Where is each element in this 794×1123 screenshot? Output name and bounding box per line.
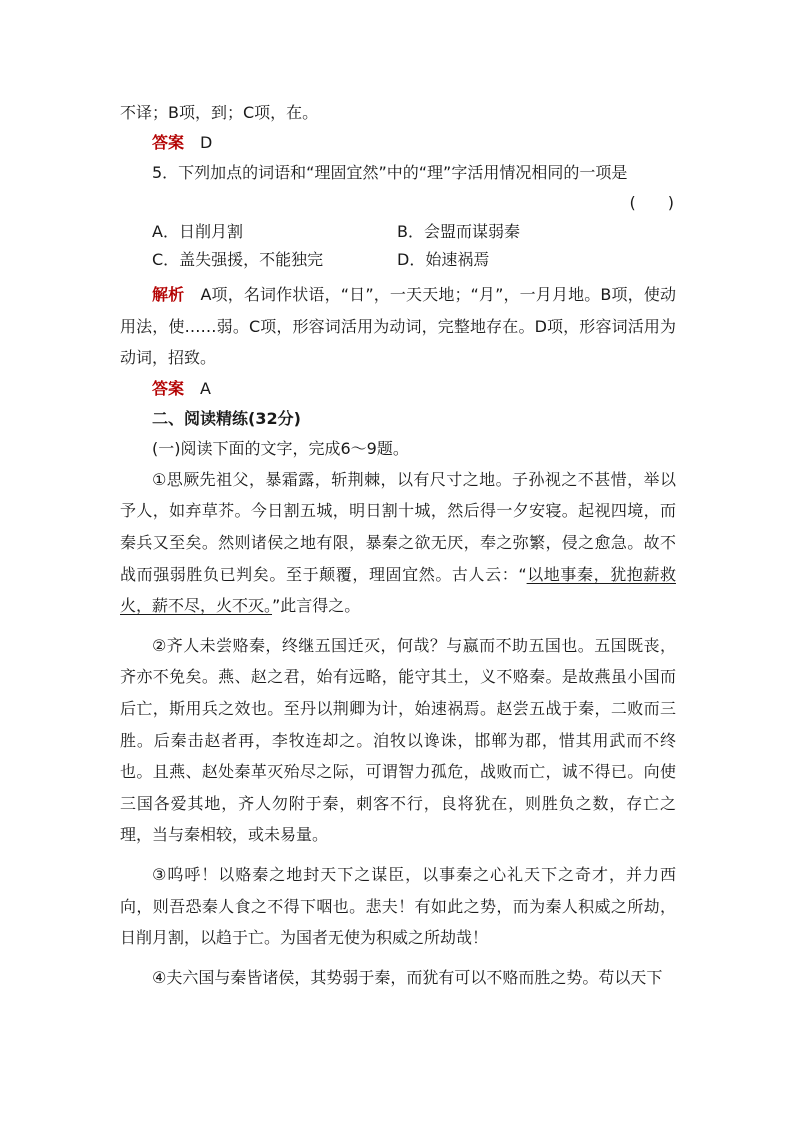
option-d: D．始速祸焉	[397, 250, 490, 269]
continued-text: 不译；B项，到；C项，在。	[120, 103, 319, 122]
question-5-stem: 5．下列加点的词语和“理固宜然”中的“理”字活用情况相同的一项是	[152, 163, 628, 182]
answer-line-2	[120, 374, 676, 404]
passage-paragraph-3: ③呜呼！以赂秦之地封天下之谋臣，以事秦之心礼天下之奇才，并力西向，则吾恐秦人食之不得下咽也。悲夫！有如此之势，而为秦人积威之所劫，日削月割，以趋于亡。为国者无使为积威之所劫哉！	[120, 864, 676, 948]
option-c: C．盖失强援，不能独完	[152, 250, 324, 269]
answer-line-1	[120, 128, 676, 158]
p1-before: ①思厥先祖父，暴霜露，斩荆棘，以有尺寸之地。子孙视之不甚惜，举以予人，如弃草芥。今日割五城，明日割十城，然后得一夕安寝。起视四境，而秦兵又至矣。然则诸侯之地有限，暴秦之欲无厌，奉之弥繁，侵之愈急。故不战而强弱胜负已判矣。至于颠覆，理固宜然。古人云：“	[120, 469, 676, 584]
options-row-2	[120, 246, 676, 274]
option-a: A．日削月割	[152, 222, 243, 241]
analysis-label: 解析	[152, 285, 185, 304]
analysis	[120, 279, 676, 374]
analysis-text: A项，名词作状语，“日”，一天天地；“月”，一月月地。B项，使动用法，使……弱。C项，形容词活用为动词，完整地存在。D项，形容词活用为动词，招致。	[120, 285, 676, 368]
option-b: B．会盟而谋弱秦	[397, 222, 520, 241]
sub-heading: (一)阅读下面的文字，完成6～9题。	[152, 438, 409, 458]
options-row-1	[120, 218, 676, 246]
p1-after: ”此言得之。	[272, 596, 361, 616]
answer-label: 答案	[152, 378, 185, 398]
passage-paragraph-1	[120, 464, 676, 622]
passage-paragraph-2: ②齐人未尝赂秦，终继五国迁灭，何哉？与嬴而不助五国也。五国既丧，齐亦不免矣。燕、赵之君，始有远略，能守其土，义不赂秦。是故燕虽小国而后亡，斯用兵之效也。至丹以荆卿为计，始速祸焉。赵尝五战于秦，二败而三胜。后秦击赵者再，李牧连却之。洎牧以谗诛，邯郸为郡，惜其用武而不终也。且燕、赵处秦革灭殆尽之际，可谓智力孤危，战败而亡，诚不得已。向使三国各爱其地，齐人勿附于秦，刺客不行，良将犹在，则胜负之数，存亡之理，当与秦相较，或未易量。	[120, 635, 676, 845]
answer-label: 答案	[152, 133, 185, 152]
underlined-quote: 以地事秦，犹抱薪救火，薪不尽，火不灭。	[120, 564, 676, 616]
answer-value: D	[200, 133, 213, 152]
document-page	[120, 98, 676, 993]
section-heading: 二、阅读精练(32分)	[152, 408, 301, 428]
answer-value: A	[200, 378, 211, 398]
passage-paragraph-4: ④夫六国与秦皆诸侯，其势弱于秦，而犹有可以不赂而胜之势。苟以天下	[152, 967, 663, 987]
answer-bracket: ( )	[629, 193, 674, 212]
